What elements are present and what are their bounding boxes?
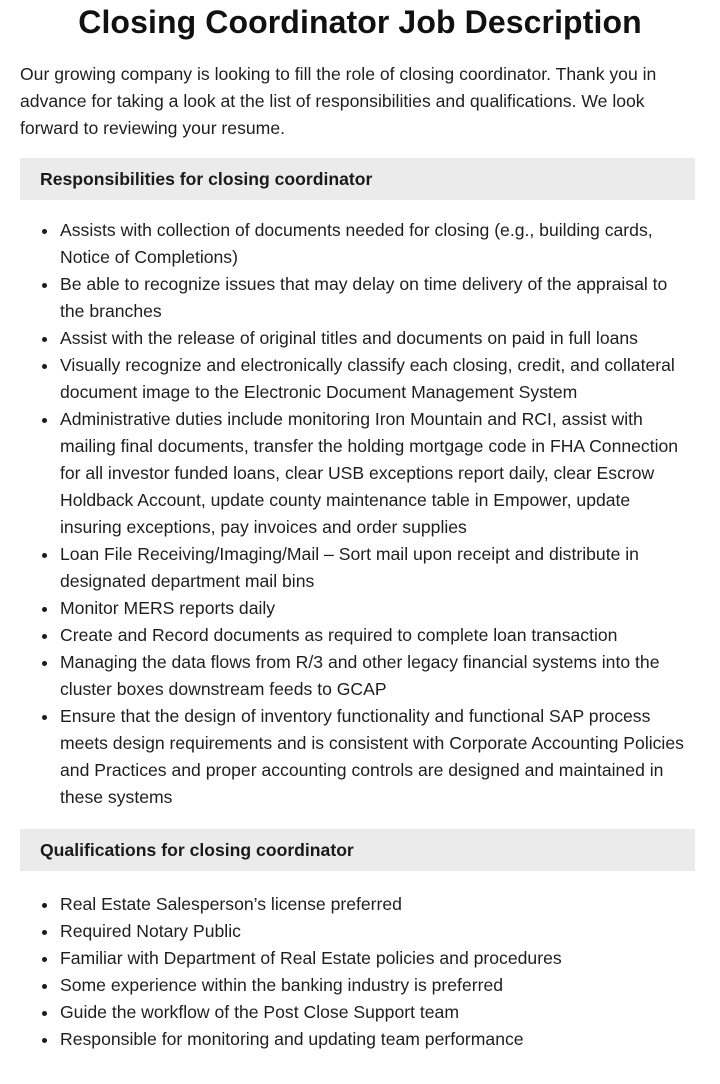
qualifications-list [0, 891, 720, 1053]
responsibility-item: Visually recognize and electronically classify each closing, credit, and collateral document image to the Electronic Document Management System [60, 352, 692, 406]
qualification-item: Real Estate Salesperson’s license preferred [60, 891, 692, 918]
responsibilities-header: Responsibilities for closing coordinator [20, 158, 695, 200]
qualifications-header: Qualifications for closing coordinator [20, 829, 695, 871]
qualification-item: Responsible for monitoring and updating team performance [60, 1026, 692, 1053]
responsibility-item: Loan File Receiving/Imaging/Mail – Sort mail upon receipt and distribute in designated department mail bins [60, 541, 692, 595]
responsibilities-list [0, 217, 720, 811]
qualification-item: Familiar with Department of Real Estate policies and procedures [60, 945, 692, 972]
intro-paragraph: Our growing company is looking to fill the role of closing coordinator. Thank you in advance for taking a look at the list of responsibilities and qualifications. We look forward to reviewing your resume. [20, 64, 657, 138]
responsibility-item: Assist with the release of original titles and documents on paid in full loans [60, 325, 692, 352]
responsibility-item: Create and Record documents as required to complete loan transaction [60, 622, 692, 649]
responsibility-item: Assists with collection of documents needed for closing (e.g., building cards, Notice of Completions) [60, 217, 692, 271]
responsibility-item: Administrative duties include monitoring Iron Mountain and RCI, assist with mailing final documents, transfer the holding mortgage code in FHA Connection for all investor funded loans, clear USB exceptions report daily, clear Escrow Holdback Account, update county maintenance table in Empower, update insuring exceptions, pay invoices and order supplies [60, 406, 692, 541]
page-title: Closing Coordinator Job Description [78, 4, 642, 40]
responsibility-item: Monitor MERS reports daily [60, 595, 692, 622]
responsibility-item: Be able to recognize issues that may delay on time delivery of the appraisal to the branches [60, 271, 692, 325]
qualification-item: Required Notary Public [60, 918, 692, 945]
qualification-item: Guide the workflow of the Post Close Support team [60, 999, 692, 1026]
responsibility-item: Ensure that the design of inventory functionality and functional SAP process meets design requirements and is consistent with Corporate Accounting Policies and Practices and proper accounting controls are designed and maintained in these systems [60, 703, 692, 811]
responsibility-item: Managing the data flows from R/3 and other legacy financial systems into the cluster boxes downstream feeds to GCAP [60, 649, 692, 703]
qualification-item: Some experience within the banking industry is preferred [60, 972, 692, 999]
